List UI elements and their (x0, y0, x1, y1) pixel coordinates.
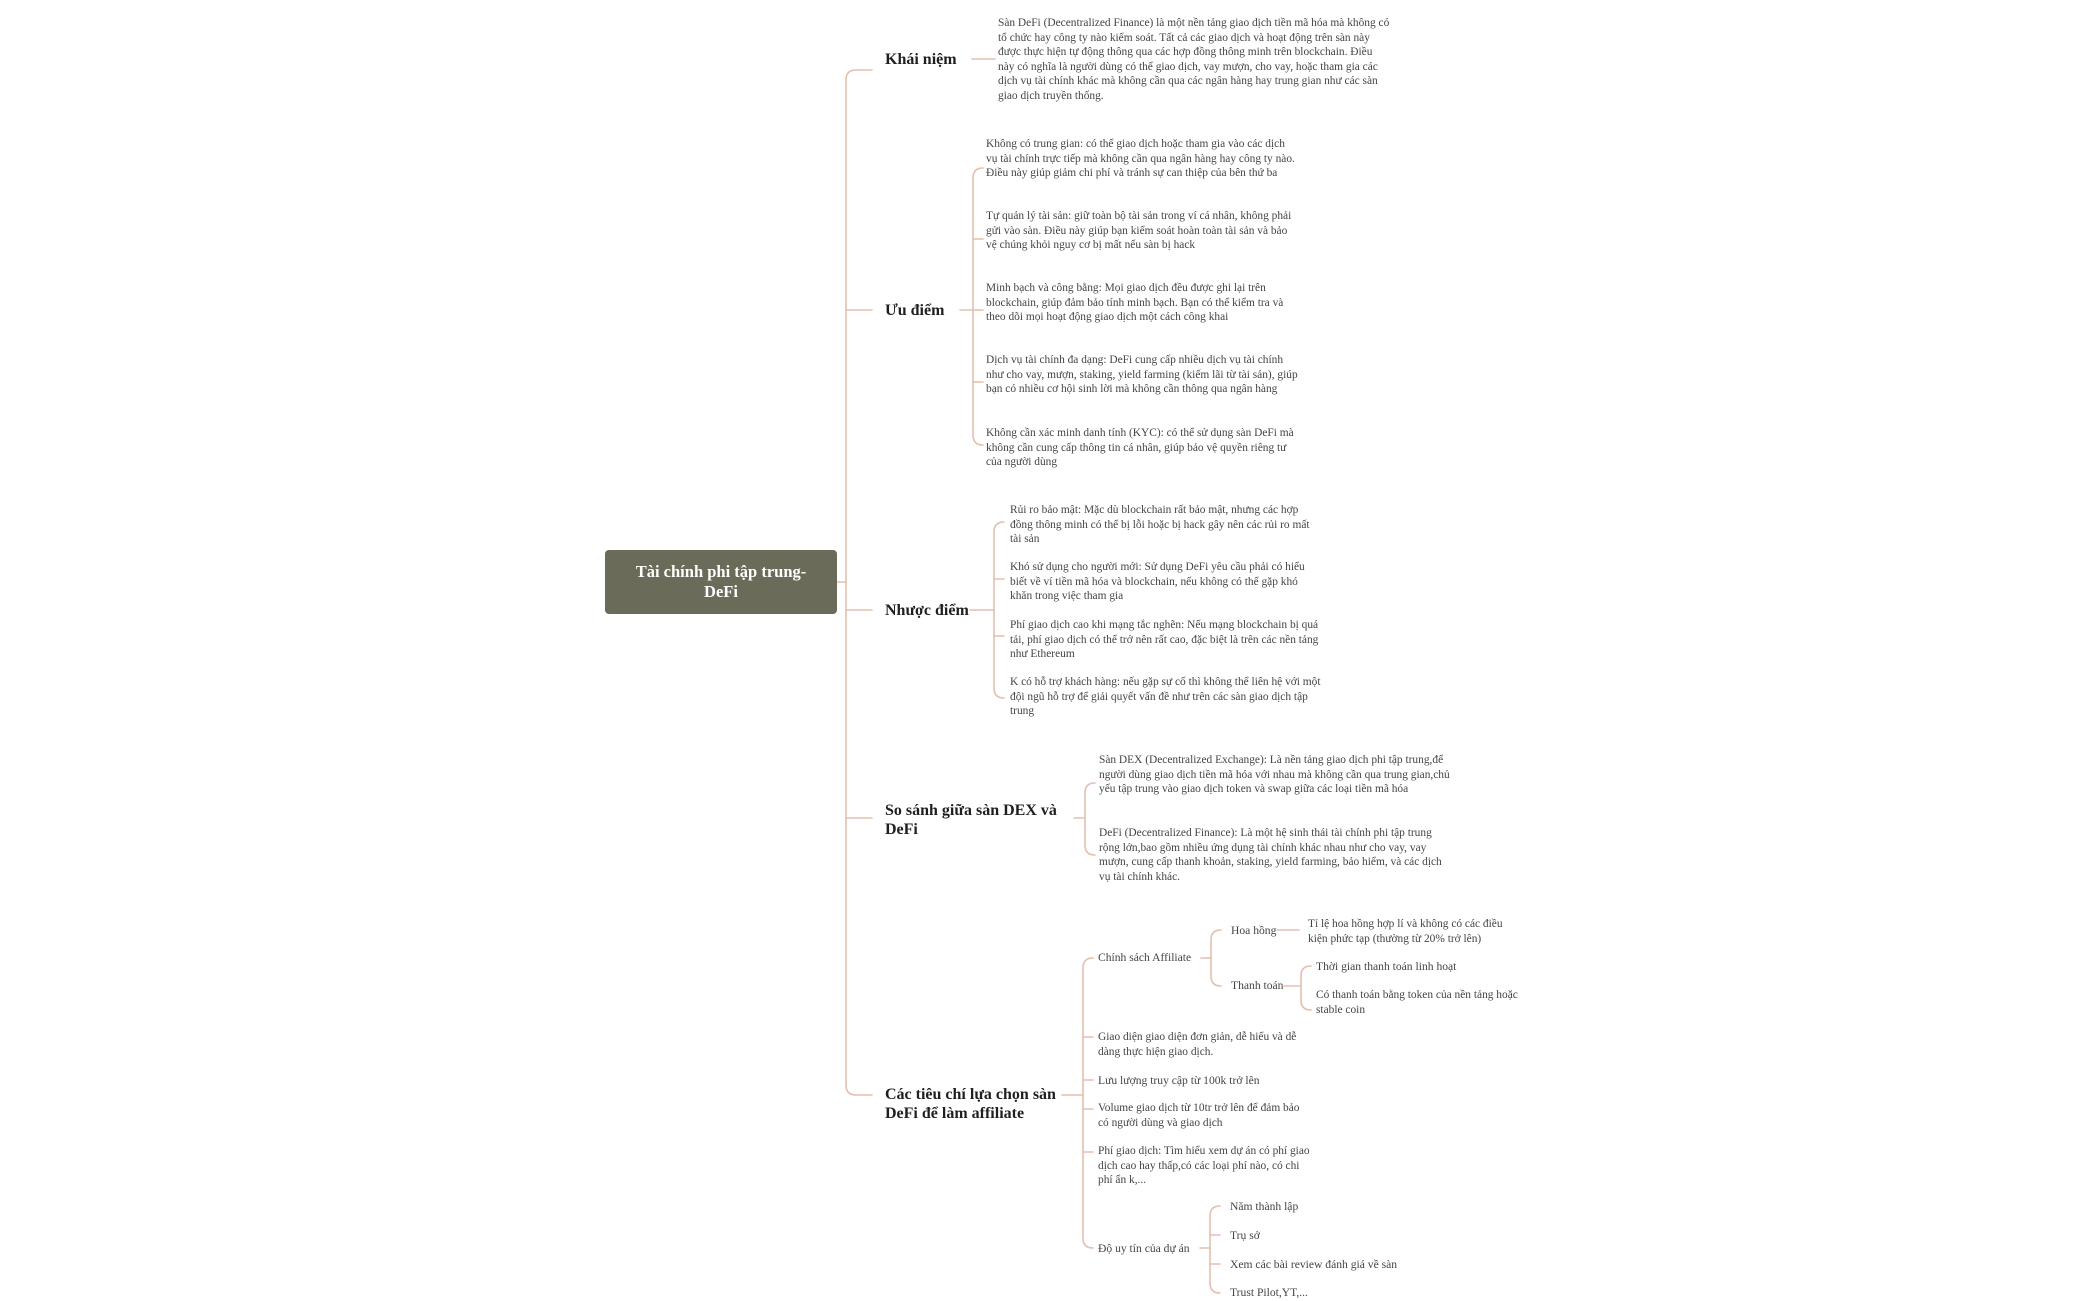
khai-niem-text: Sàn DeFi (Decentralized Finance) là một nền tảng giao dịch tiền mã hóa mà không có tổ chức hay công ty nào kiểm soát. Tất cả các giao dịch và hoạt động trên sàn này được thực hiện tự động thông qua các hợp đồng thông minh trên blockchain. Điều này có nghĩa là người dùng có thể giao dịch, vay mượn, cho vay, hoặc tham gia các dịch vụ tài chính khác mà không cần qua các ngân hàng hay trung gian như các sàn giao dịch truyền thống. (998, 17, 1390, 102)
nhuoc-diem-item-1: Rủi ro bảo mật: Mặc dù blockchain rất bảo mật, nhưng các hợp đồng thông minh có thể bị lỗi hoặc bị hack gây nên các rủi ro mất tài sản (1010, 504, 1310, 546)
payment-node[interactable]: Thanh toán (1231, 979, 1284, 992)
criteria-traffic: Lưu lượng truy cập từ 100k trở lên (1098, 1074, 1260, 1087)
uu-diem-item-3: Minh bạch và công bằng: Mọi giao dịch đều được ghi lại trên blockchain, giúp đảm bảo tính minh bạch. Bạn có thể kiểm tra và theo dõi mọi hoạt động giao dịch một cách công khai (986, 282, 1284, 324)
criteria-interface: Giao diện giao diện đơn giản, dễ hiểu và dễ dàng thực hiện giao dịch. (1098, 1031, 1297, 1058)
branch-nhuoc-diem[interactable]: Nhược điểm (885, 602, 969, 619)
payment-detail-2: Có thanh toán bằng token của nền tảng hoặc stable coin (1316, 989, 1518, 1016)
branch-uu-diem[interactable]: Ưu điểm (885, 302, 945, 319)
root-label: Tài chính phi tập trung-DeFi (635, 562, 807, 601)
nhuoc-diem-item-4: K có hỗ trợ khách hàng: nếu gặp sự cố thì không thể liên hệ với một đội ngũ hỗ trợ để giải quyết vấn đề như trên các sàn giao dịch tập trung (1010, 676, 1321, 718)
criteria-volume: Volume giao dịch từ 10tr trở lên để đảm bảo có người dùng và giao dịch (1098, 1102, 1300, 1129)
reputation-node[interactable]: Độ uy tín của dự án (1098, 1242, 1190, 1255)
commission-detail: Tỉ lệ hoa hồng hợp lí và không có các điều kiện phức tạp (thường từ 20% trở lên) (1308, 918, 1503, 945)
so-sanh-item-defi: DeFi (Decentralized Finance): Là một hệ sinh thái tài chính phi tập trung rộng lớn,bao gồm nhiều ứng dụng tài chính khác nhau như cho vay, vay mượn, cung cấp thanh khoản, staking, yield farming, bảo hiểm, và các dịch vụ tài chính khác. (1099, 827, 1442, 883)
uu-diem-item-2: Tự quản lý tài sản: giữ toàn bộ tài sản trong ví cá nhân, không phải gửi vào sàn. Điều này giúp bạn kiểm soát hoàn toàn tài sản và bảo vệ chúng khỏi nguy cơ bị mất nếu sàn bị hack (986, 210, 1292, 252)
nhuoc-diem-item-2: Khó sử dụng cho người mới: Sử dụng DeFi yêu cầu phải có hiểu biết về ví tiền mã hóa và blockchain, nếu không có thể gặp khó khăn trong việc tham gia (1010, 561, 1305, 603)
affiliate-policy-node[interactable]: Chính sách Affiliate (1098, 951, 1192, 964)
reputation-trustpilot: Trust Pilot,YT,... (1230, 1286, 1308, 1299)
reputation-headquarters: Trụ sở (1230, 1229, 1260, 1242)
uu-diem-item-1: Không có trung gian: có thể giao dịch hoặc tham gia vào các dịch vụ tài chính trực tiếp mà không cần qua ngân hàng hay công ty nào. Điều này giúp giảm chi phí và tránh sự can thiệp của bên thứ ba (986, 138, 1295, 180)
branch-tieu-chi[interactable]: Các tiêu chí lựa chọn sàn DeFi để làm affiliate (885, 1086, 1056, 1122)
payment-detail-1: Thời gian thanh toán linh hoạt (1316, 960, 1457, 973)
commission-node[interactable]: Hoa hồng (1231, 924, 1277, 937)
uu-diem-item-5: Không cần xác minh danh tính (KYC): có thể sử dụng sàn DeFi mà không cần cung cấp thông tin cá nhân, giúp bảo vệ quyền riêng tư của người dùng (986, 427, 1294, 469)
reputation-reviews: Xem các bài review đánh giá về sàn (1230, 1258, 1398, 1271)
criteria-fees: Phí giao dịch: Tìm hiểu xem dự án có phí giao dịch cao hay thấp,có các loại phí nào, có chi phí ẩn k,... (1098, 1145, 1310, 1187)
root-node[interactable] (605, 550, 837, 614)
reputation-founded: Năm thành lập (1230, 1200, 1299, 1213)
branch-so-sanh[interactable]: So sánh giữa sàn DEX và DeFi (885, 802, 1057, 838)
branch-khai-niem[interactable]: Khái niệm (885, 51, 957, 68)
so-sanh-item-dex: Sàn DEX (Decentralized Exchange): Là nền tảng giao dịch phi tập trung,để người dùng giao dịch tiền mã hóa với nhau mà không cần qua trung gian,chủ yếu tập trung vào giao dịch token và swap giữa các loại tiền mã hóa (1099, 754, 1450, 796)
uu-diem-item-4: Dịch vụ tài chính đa dạng: DeFi cung cấp nhiều dịch vụ tài chính như cho vay, mượn, staking, yield farming (kiếm lãi từ tài sản), giúp bạn có nhiều cơ hội sinh lời mà không cần thông qua ngân hàng (986, 354, 1298, 396)
nhuoc-diem-item-3: Phí giao dịch cao khi mạng tắc nghẽn: Nếu mạng blockchain bị quá tải, phí giao dịch có thể trở nên rất cao, đặc biệt là trên các nền tảng như Ethereum (1010, 619, 1319, 661)
